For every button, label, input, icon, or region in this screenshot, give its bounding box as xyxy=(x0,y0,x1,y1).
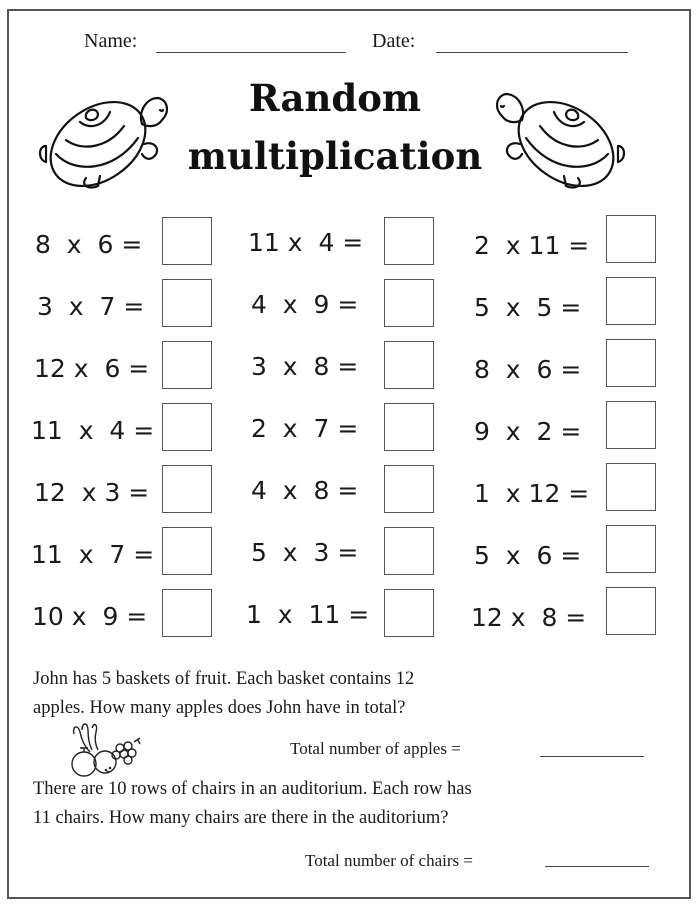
answer-box[interactable] xyxy=(162,589,212,637)
problem: 8 x 6 = xyxy=(474,355,582,384)
answer-box[interactable] xyxy=(162,217,212,265)
answer-box[interactable] xyxy=(606,401,656,449)
word-problem-line: There are 10 rows of chairs in an auditorium. Each row has xyxy=(33,779,472,799)
word-problem-line: 11 chairs. How many chairs are there in the auditorium? xyxy=(33,808,449,828)
word-problem-2-text xyxy=(33,775,472,833)
answer-label-chairs: Total number of chairs = xyxy=(305,851,473,870)
answer-label-apples: Total number of apples = xyxy=(290,739,461,758)
answer-box[interactable] xyxy=(162,527,212,575)
date-label: Date: xyxy=(372,30,416,52)
answer-box[interactable] xyxy=(606,339,656,387)
problem: 2 x 11 = xyxy=(474,231,590,260)
problem: 1 x 11 = xyxy=(246,600,370,629)
problem: 12 x 8 = xyxy=(471,603,587,632)
answer-box[interactable] xyxy=(384,279,434,327)
page-title-line1: Random xyxy=(248,76,422,120)
problem: 5 x 6 = xyxy=(474,541,582,570)
answer-box[interactable] xyxy=(162,465,212,513)
turtle-icon xyxy=(495,82,630,192)
date-input-line[interactable] xyxy=(436,52,628,53)
answer-box[interactable] xyxy=(384,403,434,451)
problem: 1 x 12 = xyxy=(474,479,590,508)
problem: 10 x 9 = xyxy=(32,602,148,631)
page-title-line2: multiplication xyxy=(187,134,483,178)
answer-box[interactable] xyxy=(162,279,212,327)
word-problem-line: John has 5 baskets of fruit. Each basket contains 12 xyxy=(33,669,415,689)
answer-box[interactable] xyxy=(606,215,656,263)
word-problem-1-text xyxy=(33,665,414,723)
name-input-line[interactable] xyxy=(156,52,346,53)
answer-box[interactable] xyxy=(606,525,656,573)
answer-box[interactable] xyxy=(162,341,212,389)
turtle-icon xyxy=(34,82,169,192)
problem: 5 x 5 = xyxy=(474,293,582,322)
word-problem-line: apples. How many apples does John have in total? xyxy=(33,698,406,718)
problem: 8 x 6 = xyxy=(35,230,143,259)
problem: 3 x 7 = xyxy=(37,292,145,321)
answer-box[interactable] xyxy=(384,217,434,265)
problem: 4 x 8 = xyxy=(251,476,359,505)
problem: 11 x 7 = xyxy=(31,540,155,569)
problem: 2 x 7 = xyxy=(251,414,359,443)
answer-box[interactable] xyxy=(606,463,656,511)
problem: 5 x 3 = xyxy=(251,538,359,567)
problem: 9 x 2 = xyxy=(474,417,582,446)
answer-box[interactable] xyxy=(384,465,434,513)
name-label: Name: xyxy=(84,30,138,52)
answer-box[interactable] xyxy=(606,587,656,635)
problem: 12 x 6 = xyxy=(34,354,150,383)
problem: 12 x 3 = xyxy=(34,478,150,507)
apples-answer-line[interactable] xyxy=(540,756,644,757)
answer-box[interactable] xyxy=(384,527,434,575)
fruit-basket-icon xyxy=(68,722,146,778)
answer-box[interactable] xyxy=(606,277,656,325)
answer-box[interactable] xyxy=(384,341,434,389)
chairs-answer-line[interactable] xyxy=(545,866,649,867)
problem: 4 x 9 = xyxy=(251,290,359,319)
problem: 3 x 8 = xyxy=(251,352,359,381)
problem: 11 x 4 = xyxy=(248,228,364,257)
answer-box[interactable] xyxy=(162,403,212,451)
answer-box[interactable] xyxy=(384,589,434,637)
problem: 11 x 4 = xyxy=(31,416,155,445)
